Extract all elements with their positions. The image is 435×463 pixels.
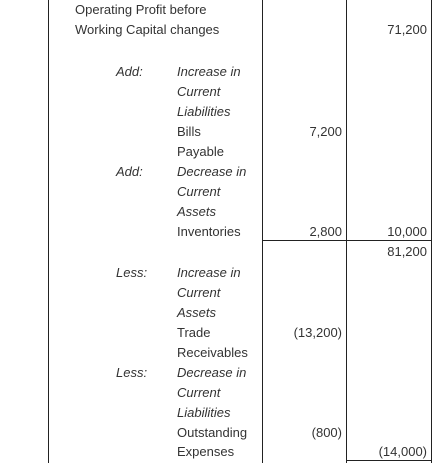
- less-liabilities-heading-1: Decrease in: [177, 365, 247, 380]
- add-liabilities-heading-2: Current: [177, 84, 221, 99]
- less-prefix-2: Less:: [116, 365, 148, 380]
- less-assets-heading-3: Assets: [177, 305, 217, 320]
- subtotal-amount: 81,200: [387, 244, 427, 259]
- trade-receivables-line-2: Receivables: [177, 345, 248, 360]
- add-prefix-2: Add:: [116, 164, 143, 179]
- add-assets-heading-1: Decrease in: [177, 164, 247, 179]
- operating-profit-amount: 71,200: [387, 22, 427, 37]
- less-assets-heading-1: Increase in: [177, 265, 241, 280]
- less-prefix-1: Less:: [116, 265, 148, 280]
- outstanding-expenses-line-1: Outstanding: [177, 425, 248, 440]
- column-rule-left: [48, 0, 49, 463]
- less-liabilities-heading-3: Liabilities: [177, 405, 231, 420]
- less-assets-heading-2: Current: [177, 285, 221, 300]
- less-liabilities-heading-2: Current: [177, 385, 221, 400]
- inventories-label: Inventories: [177, 224, 241, 239]
- trade-receivables-line-1: Trade: [177, 325, 211, 340]
- operating-profit-line-1: Operating Profit before: [75, 2, 207, 17]
- bills-payable-line-2: Payable: [177, 144, 224, 159]
- operating-profit-line-2: Working Capital changes: [75, 22, 220, 37]
- bills-payable-line-1: Bills: [177, 124, 201, 139]
- trade-receivables-amount: (13,200): [293, 325, 342, 340]
- add-liabilities-heading-1: Increase in: [177, 64, 241, 79]
- add-liabilities-heading-3: Liabilities: [177, 104, 231, 119]
- column-rule-amount-mid: [346, 0, 347, 463]
- outstanding-expenses-amount: (800): [311, 425, 342, 440]
- add-assets-heading-2: Current: [177, 184, 221, 199]
- deductions-total: (14,000): [378, 444, 427, 459]
- outstanding-expenses-line-2: Expenses: [177, 444, 235, 459]
- add-assets-heading-3: Assets: [177, 204, 217, 219]
- additions-total: 10,000: [387, 224, 427, 239]
- column-rule-amount-right: [431, 0, 432, 463]
- add-prefix-1: Add:: [116, 64, 143, 79]
- bills-payable-amount: 7,200: [309, 124, 342, 139]
- column-rule-amount-left: [262, 0, 263, 463]
- inventories-amount: 2,800: [309, 224, 342, 239]
